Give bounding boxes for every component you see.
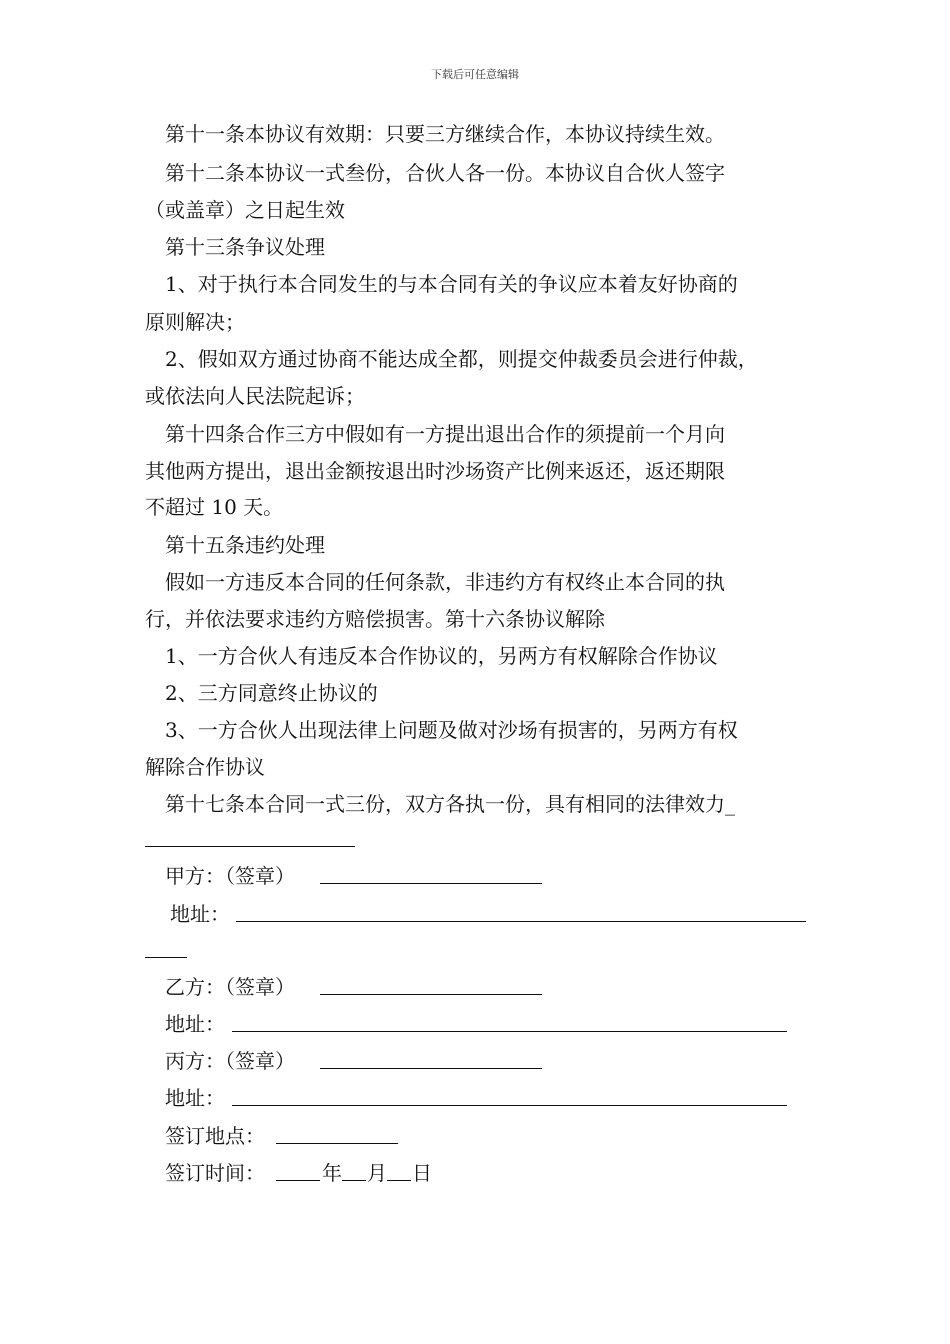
party-b-signature-line[interactable] <box>320 994 542 995</box>
signing-date-label: 签订时间： <box>165 1161 265 1185</box>
clause-16-item2: 2、三方同意终止协议的 <box>165 681 378 705</box>
clause-15-title: 第十五条违约处理 <box>165 533 325 557</box>
clause-14-line1: 第十四条合作三方中假如有一方提出退出合作的须提前一个月向 <box>165 422 725 446</box>
party-b-label: 乙方：（签章） <box>165 975 295 999</box>
clause-14-line2: 其他两方提出，退出金额按退出时沙场资产比例来返还，返还期限 <box>145 459 725 483</box>
party-a-label: 甲方：（签章） <box>165 864 295 888</box>
clause-15-line2: 行，并依法要求违约方赔偿损害。第十六条协议解除 <box>145 607 605 631</box>
signing-month-blank[interactable] <box>342 1180 366 1181</box>
signing-year-blank[interactable] <box>276 1180 320 1181</box>
clause-12-line1: 第十二条本协议一式叁份，合伙人各一份。本协议自合伙人签字 <box>165 161 725 185</box>
clause-13-item1-line2: 原则解决； <box>145 310 245 334</box>
signing-day-label: 日 <box>412 1161 432 1185</box>
clause-16-item3-line1: 3、一方合伙人出现法律上问题及做对沙场有损害的，另两方有权 <box>165 718 738 742</box>
clause-11: 第十一条本协议有效期：只要三方继续合作，本协议持续生效。 <box>165 122 725 146</box>
party-c-label: 丙方：（签章） <box>165 1049 295 1073</box>
clause-17: 第十七条本合同一式三份，双方各执一份，具有相同的法律效力_ <box>165 792 735 816</box>
signing-day-blank[interactable] <box>387 1180 411 1181</box>
clause-12-line2: （或盖章）之日起生效 <box>145 198 345 222</box>
party-a-signature-line[interactable] <box>320 883 542 884</box>
address-a-line-continued[interactable] <box>145 957 187 958</box>
clause-16-item3-line2: 解除合作协议 <box>145 755 265 779</box>
clause-17-underline <box>145 846 355 847</box>
clause-15-line1: 假如一方违反本合同的任何条款，非违约方有权终止本合同的执 <box>165 570 725 594</box>
address-b-line[interactable] <box>232 1031 787 1032</box>
address-c-label: 地址： <box>165 1086 225 1110</box>
clause-14-line3: 不超过 10 天。 <box>145 495 284 519</box>
clause-13-item2-line1: 2、假如双方通过协商不能达成全都，则提交仲裁委员会进行仲裁， <box>165 347 758 371</box>
signing-month-label: 月 <box>367 1161 387 1185</box>
address-a-label: 地址： <box>170 902 230 926</box>
signing-place-label: 签订地点： <box>165 1124 265 1148</box>
clause-16-item1: 1、一方合伙人有违反本合作协议的，另两方有权解除合作协议 <box>165 644 718 668</box>
address-c-line[interactable] <box>232 1105 787 1106</box>
page-header: 下载后可任意编辑 <box>431 68 519 81</box>
clause-13-item2-line2: 或依法向人民法院起诉； <box>145 384 365 408</box>
clause-13-title: 第十三条争议处理 <box>165 235 325 259</box>
address-b-label: 地址： <box>165 1012 225 1036</box>
party-c-signature-line[interactable] <box>320 1068 542 1069</box>
signing-place-line[interactable] <box>276 1143 398 1144</box>
signing-year-label: 年 <box>322 1161 342 1185</box>
clause-13-item1-line1: 1、对于执行本合同发生的与本合同有关的争议应本着友好协商的 <box>165 272 738 296</box>
address-a-line[interactable] <box>236 921 806 922</box>
